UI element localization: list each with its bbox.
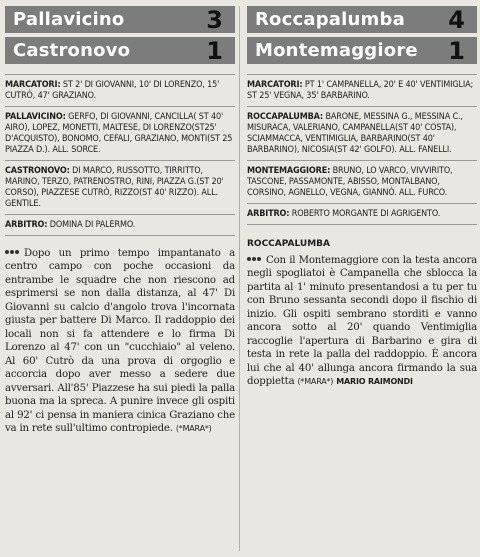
match-facts <box>5 74 235 236</box>
away-team-name: Castronovo <box>13 40 131 61</box>
away-team-score: 1 <box>206 36 223 65</box>
fact-label: MARCATORI: <box>5 80 61 90</box>
home-lineup <box>247 107 477 161</box>
fact-text: DOMINA DI PALERMO. <box>49 220 136 230</box>
fact-text: GERFO, DI GIOVANNI, CANCILLA( ST 40' AIRO), LOPEZ, MONETTI, MALTESE, DI LORENZO(ST25' D'ACQUISTO), BONOMO, CEFALI, GRAZIANO, MONTI(ST 25 PIAZZA D.). ALL. SORCE. <box>5 112 233 155</box>
author-name: MARIO RAIMONDI <box>336 377 413 387</box>
home-lineup <box>5 107 235 161</box>
referee-line <box>247 204 477 225</box>
article-body <box>5 246 235 436</box>
away-team-name: Montemaggiore <box>255 40 418 61</box>
article-text: Con il Montemaggiore con la testa ancora negli spogliatoi è Campanella che sblocca la partita al 1' minuto presentandosi a tu per tu con Bruno sessanta secondi dopo il fischio di inizio. Gli ospiti sembrano storditi e vanno ancora sotto al 20' quando Ventimiglia raccoglie l'apertura di Barbarino e gira di testa in rete la palla del raddoppio. È ancora lui che al 40' allunga ancora firmando la sua doppietta <box>247 254 477 388</box>
home-team-name: Roccapalumba <box>255 9 405 30</box>
article-body <box>247 253 477 389</box>
away-lineup <box>5 161 235 215</box>
bullet-dots-icon <box>5 246 20 260</box>
scorers-line <box>247 75 477 107</box>
fact-label: ARBITRO: <box>247 209 290 219</box>
fact-label: MONTEMAGGIORE: <box>247 166 331 176</box>
fact-label: MARCATORI: <box>247 80 303 90</box>
fact-text: PT 1' CAMPANELLA, 20' E 40' VENTIMIGLIA; ST 25' VEGNA, 35' BARBARINO. <box>247 80 474 101</box>
referee-line <box>5 215 235 236</box>
fact-label: ROCCAPALUMBA: <box>247 112 324 122</box>
fact-label: CASTRONOVO: <box>5 166 70 176</box>
article-text: Dopo un primo tempo impantanato a centro campo con poche occasioni da entrambe le squadre che non riescono ad esprimersi se non dalla distanza, al 47' Di Giovanni su calcio d'angolo trova l'incornata giusta per battere Di Marco. Il raddoppio dei locali non si fa attendere e lo firma Di Lorenzo al 47' con un "cucchiaio" al veleno. Al 60' Cutrò da una prova di orgoglio e accorcia dopo aver messo a sedere due avversari. All'85' Piazzese ha sui piedi la palla buona ma la spreca. A punire invece gli ospiti al 92' ci pensa in maniera cinica Graziano che va in rete sull'ultimo contropiede. <box>5 247 235 435</box>
signature: (*MARA*) <box>175 424 212 434</box>
fact-label: ARBITRO: <box>5 220 48 230</box>
signature: (*MARA*) <box>297 377 334 387</box>
column-divider <box>239 6 240 551</box>
section-heading: ROCCAPALUMBA <box>247 239 330 249</box>
fact-text: DI MARCO, RUSSOTTO, TIRRITTO, MARINO, TERZO, PATRENOSTRO, RINI, PIAZZA G.(ST 20' CORSO), PIAZZESE CUTRÒ, RIZZO(ST 40' RIZZO). ALL. GENTILE. <box>5 166 224 209</box>
fact-text: BARONE, MESSINA G., MESSINA C., MISURACA, VALERIANO, CAMPANELLA(ST 40' COSTA), SCIAMMACCA, VENTIMIGLIA, BARBARINO(ST 40' BARBARINO), NICOSIA(ST 42' GOLFO). ALL. FANELLI. <box>247 112 463 155</box>
home-team-bar <box>247 6 477 33</box>
home-team-name: Pallavicino <box>13 9 125 30</box>
bullet-dots-icon <box>247 253 262 267</box>
away-team-score: 1 <box>448 36 465 65</box>
home-team-bar <box>5 6 235 33</box>
fact-label: PALLAVICINO: <box>5 112 66 122</box>
away-team-bar <box>247 37 477 64</box>
fact-text: ROBERTO MORGANTE DI AGRIGENTO. <box>291 209 441 219</box>
left-report <box>5 6 235 436</box>
away-lineup <box>247 161 477 204</box>
scorers-line <box>5 75 235 107</box>
fact-text: ST 2' DI GIOVANNI, 10' DI LORENZO, 15' CUTRÒ, 47' GRAZIANO. <box>5 80 220 101</box>
home-team-score: 4 <box>448 5 465 34</box>
match-facts <box>247 74 477 225</box>
right-report <box>247 6 477 389</box>
fact-text: BRUNO, LO VARCO, VIVVIRITO, TASCONE, PASSAMONTE, ABISSO, MONTALBANO, CORSINO, AGNELLO, VEGNA, GIANNÒ. ALL. FURCO. <box>247 166 453 198</box>
home-team-score: 3 <box>206 5 223 34</box>
away-team-bar <box>5 37 235 64</box>
